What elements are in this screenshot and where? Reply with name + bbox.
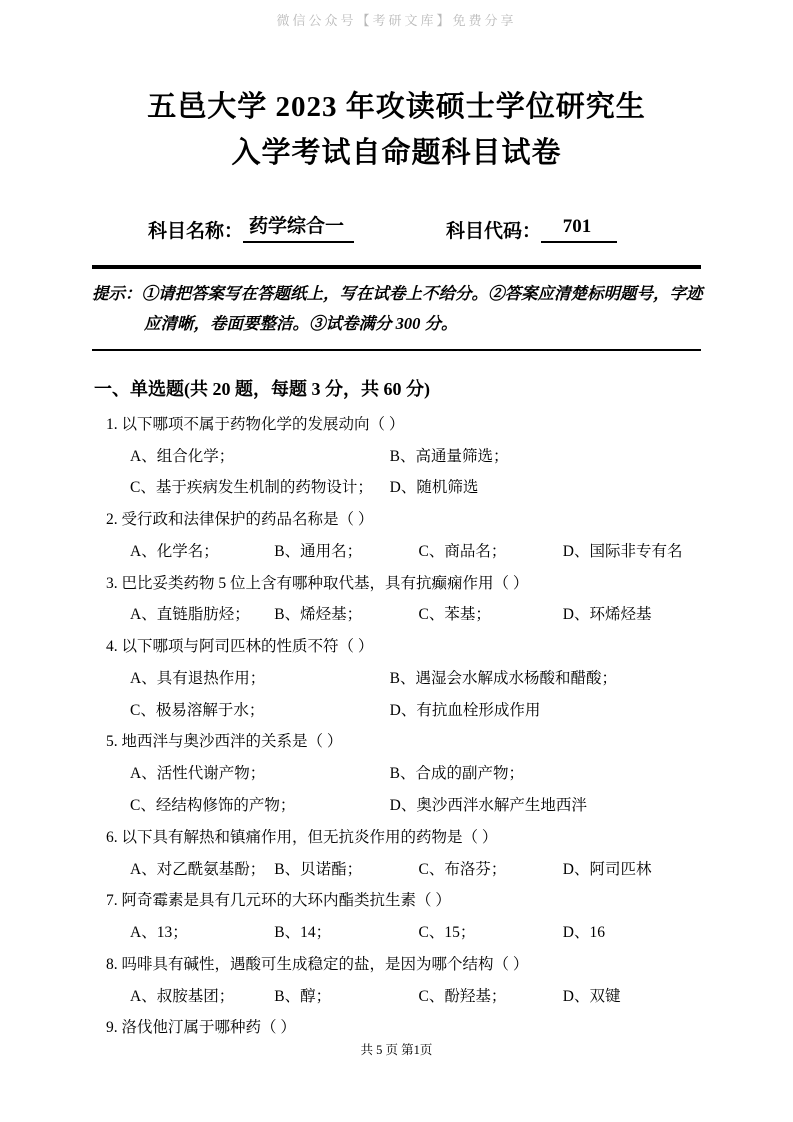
option-A: A、组合化学；: [130, 447, 235, 465]
question-stem: 7. 阿奇霉素是具有几元环的大环内酯类抗生素（ ）: [106, 892, 451, 910]
option-A: A、化学名；: [130, 542, 219, 560]
question-stem: 2. 受行政和法律保护的药品名称是（ ）: [106, 511, 374, 529]
option-B: B、高通量筛选；: [389, 447, 509, 465]
question-stem: 6. 以下具有解热和镇痛作用，但无抗炎作用的药物是（ ）: [106, 828, 498, 846]
divider-thick: [92, 265, 701, 269]
option-A: A、活性代谢产物；: [130, 765, 266, 783]
option-C: C、极易溶解于水；: [130, 701, 265, 719]
code-label: 科目代码：: [446, 220, 542, 242]
question-3: [106, 568, 707, 632]
question-stem: 1. 以下哪项不属于药物化学的发展动向（ ）: [106, 415, 405, 433]
question-stem: 4. 以下哪项与阿司匹林的性质不符（ ）: [106, 638, 374, 656]
option-C: C、苯基；: [418, 606, 491, 624]
page-footer: 共 5 页 第1页: [360, 1043, 433, 1057]
option-D: D、阿司匹林: [562, 860, 652, 878]
option-D: D、有抗血栓形成作用: [389, 701, 541, 719]
code-value: 701: [541, 216, 617, 243]
option-D: D、随机筛选: [389, 479, 479, 497]
section-heading: 一、单选题(共 20 题，每题 3 分，共 60 分): [94, 378, 430, 399]
option-row: [106, 854, 707, 886]
subject-label: 科目名称：: [148, 220, 244, 242]
option-D: D、奥沙西泮水解产生地西泮: [389, 797, 587, 814]
exam-notice: 提示：①请把答案写在答题纸上，写在试卷上不给分。②答案应清楚标明题号，字迹应清晰，卷面要整洁。③试卷满分 300 分。: [92, 283, 703, 334]
question-6: [106, 822, 707, 886]
option-row: [106, 441, 707, 473]
question-list: [106, 409, 707, 1044]
option-D: D、16: [562, 924, 605, 942]
option-row: [106, 536, 707, 568]
option-row: [106, 917, 707, 949]
question-stem: 9. 洛伐他汀属于哪种药（ ）: [106, 1019, 296, 1037]
option-row: [106, 663, 707, 695]
option-B: B、遇湿会水解成水杨酸和醋酸；: [389, 669, 617, 687]
question-1: [106, 409, 707, 504]
option-D: D、环烯烃基: [562, 606, 652, 624]
option-row: [106, 599, 707, 631]
subject-value: 药学综合一: [243, 211, 354, 243]
option-C: C、酚羟基；: [418, 987, 507, 1005]
question-stem: 5. 地西泮与奥沙西泮的关系是（ ）: [106, 733, 343, 751]
option-row: [106, 981, 707, 1013]
option-B: B、烯烃基；: [274, 606, 363, 624]
option-B: B、合成的副产物；: [389, 765, 524, 783]
question-5: [106, 726, 707, 821]
option-D: D、国际非专有名: [562, 542, 683, 560]
code-group: [446, 216, 617, 243]
question-stem: 3. 巴比妥类药物 5 位上含有哪种取代基，具有抗癫痫作用（ ）: [106, 574, 529, 592]
option-B: B、通用名；: [274, 542, 363, 560]
question-8: [106, 949, 707, 1013]
option-A: A、对乙酰氨基酚；: [130, 860, 266, 878]
option-C: C、经结构修饰的产物；: [130, 797, 296, 814]
watermark-text: 微信公众号【考研文库】免费分享: [276, 13, 517, 28]
subject-group: [148, 211, 354, 243]
option-A: A、具有退热作用；: [130, 669, 266, 687]
option-B: B、贝诺酯；: [274, 860, 363, 878]
option-C: C、15；: [418, 924, 476, 942]
option-C: C、商品名；: [418, 542, 507, 560]
subject-row: [0, 211, 793, 243]
option-A: A、13；: [130, 924, 188, 942]
question-7: [106, 885, 707, 949]
option-D: D、双键: [562, 987, 621, 1005]
option-A: A、直链脂肪烃；: [130, 606, 250, 624]
option-row: [106, 758, 707, 790]
option-C: C、基于疾病发生机制的药物设计；: [130, 479, 373, 497]
option-A: A、叔胺基团；: [130, 987, 235, 1005]
option-row: [106, 695, 707, 727]
option-B: B、14；: [274, 924, 332, 942]
title-line-1: 五邑大学 2023 年攻读硕士学位研究生: [147, 91, 646, 123]
option-row: [106, 472, 707, 504]
option-B: B、醇；: [274, 987, 332, 1005]
divider-thin: [92, 349, 701, 351]
option-C: C、布洛芬；: [418, 860, 507, 878]
question-stem: 8. 吗啡具有碱性，遇酸可生成稳定的盐，是因为哪个结构（ ）: [106, 955, 529, 973]
title-line-2: 入学考试自命题科目试卷: [231, 137, 562, 170]
question-4: [106, 631, 707, 726]
option-row: [106, 790, 707, 822]
question-2: [106, 504, 707, 568]
